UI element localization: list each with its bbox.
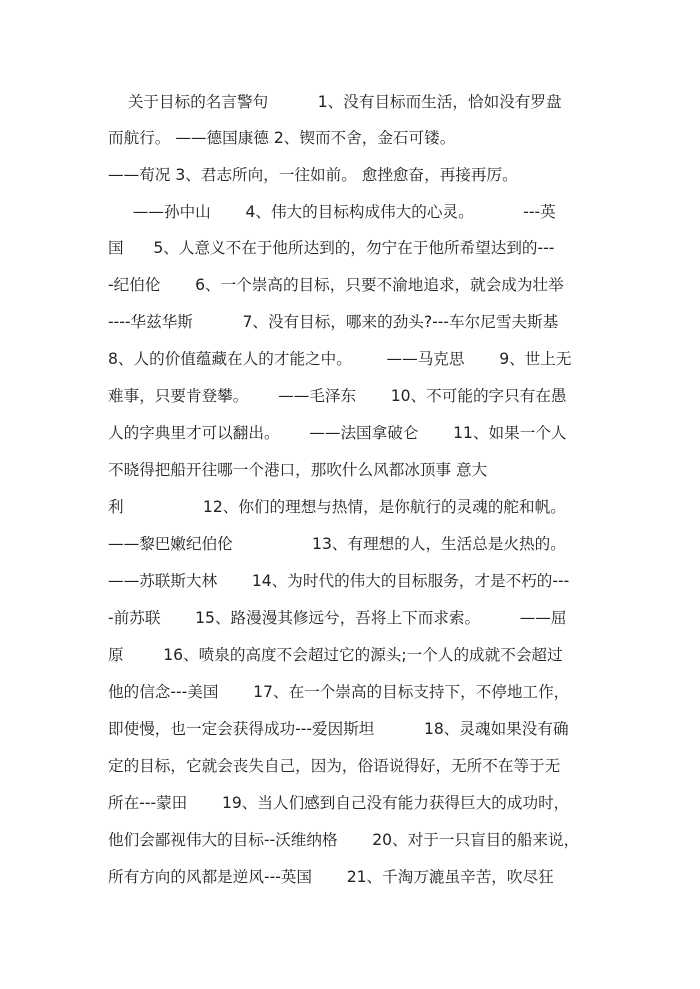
text-line: 关于目标的名言警句 1、没有目标而生活，恰如没有罗盘 (108, 93, 562, 111)
text-line: 人的字典里才可以翻出。 ——法国拿破仑 11、如果一个人 (108, 424, 567, 442)
text-line: ——苏联斯大林 14、为时代的伟大的目标服务，才是不朽的--- (108, 572, 570, 590)
text-line: 而航行。 ——德国康德 2、锲而不舍，金石可镂。 (108, 129, 456, 147)
text-line: ——荀况 3、君志所向，一往如前。 愈挫愈奋，再接再厉。 (108, 166, 518, 184)
text-line: 即使慢，也一定会获得成功---爱因斯坦 18、灵魂如果没有确 (108, 720, 569, 738)
text-line: ----华兹华斯 7、没有目标，哪来的劲头?---车尔尼雪夫斯基 (108, 313, 559, 331)
text-line: 难事，只要肯登攀。 ——毛泽东 10、不可能的字只有在愚 (108, 387, 567, 405)
text-line: 他们会鄙视伟大的目标--沃维纳格 20、对于一只盲目的船来说， (108, 831, 580, 849)
text-line: 8、人的价值蕴藏在人的才能之中。 ——马克思 9、世上无 (108, 350, 572, 368)
text-line: 原 16、喷泉的高度不会超过它的源头;一个人的成就不会超过 (108, 646, 563, 664)
text-line: 所有方向的风都是逆风---英国 21、千淘万漉虽辛苦，吹尽狂 (108, 868, 554, 886)
text-line: 国 5、人意义不在于他所达到的，勿宁在于他所希望达到的--- (108, 239, 555, 257)
text-line: 不晓得把船开往哪一个港口，那吹什么风都冰顶事 意大 (108, 461, 488, 479)
text-line: 利 12、你们的理想与热情，是你航行的灵魂的舵和帆。 (108, 498, 566, 516)
text-line: ——孙中山 4、伟大的目标构成伟大的心灵。 ---英 (108, 203, 556, 221)
text-line: -纪伯伦 6、一个崇高的目标，只要不渝地追求，就会成为壮举 (108, 276, 564, 294)
text-line: ——黎巴嫩纪伯伦 13、有理想的人，生活总是火热的。 (108, 535, 566, 553)
text-line: 所在---蒙田 19、当人们感到自己没有能力获得巨大的成功时， (108, 794, 570, 812)
text-line: 定的目标，它就会丧失自己，因为，俗语说得好，无所不在等于无 (108, 757, 561, 775)
text-line: 他的信念---美国 17、在一个崇高的目标支持下，不停地工作， (108, 683, 570, 701)
text-line: -前苏联 15、路漫漫其修远兮，吾将上下而求索。 ——屈 (108, 609, 567, 627)
